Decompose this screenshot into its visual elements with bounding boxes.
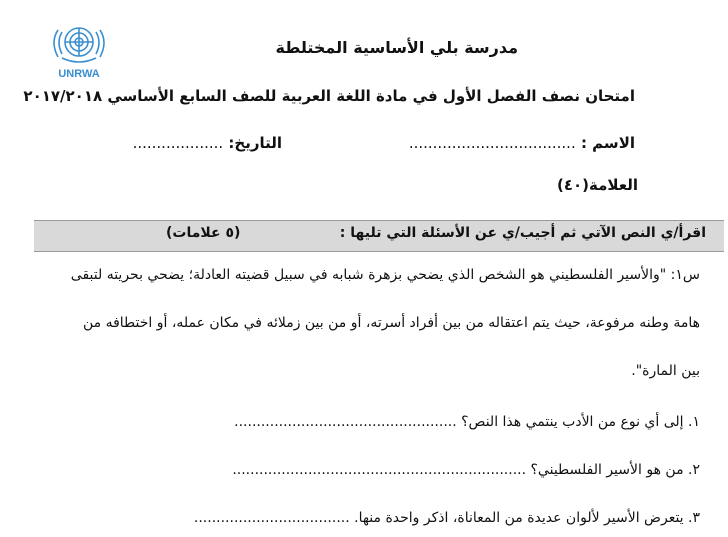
date-label: التاريخ: — [228, 134, 282, 152]
question-3: ٣. يتعرض الأسير لألوان عديدة من المعاناة، اذكر واحدة منها. ................................... — [193, 510, 700, 526]
question-1: ١. إلى أي نوع من الأدب ينتمي هذا النص؟ .................................................. — [234, 414, 700, 430]
passage-line-3: بين المارة". — [631, 363, 700, 379]
passage-line-1: س١: "والأسير الفلسطيني هو الشخص الذي يضحي بزهرة شبابه في سبيل قضيته العادلة؛ يضحي بحريته لتبقى — [70, 267, 700, 283]
name-dots: ................................... — [408, 134, 576, 152]
instruction-marks: (٥ علامات) — [166, 225, 241, 241]
passage-line-2: هامة وطنه مرفوعة، حيث يتم اعتقاله من بين أفراد أسرته، أو من بين زملائه في مكان عمله، أو اختطافه من — [82, 315, 700, 331]
school-name: مدرسة بلي الأساسية المختلطة — [275, 38, 518, 57]
date-dots: ................... — [132, 134, 224, 152]
logo-text: UNRWA — [58, 68, 100, 80]
exam-title: امتحان نصف الفصل الأول في مادة اللغة العربية للصف السابع الأساسي ٢٠١٧/٢٠١٨ — [23, 87, 635, 105]
instruction-text: اقرأ/ي النص الآتي ثم أجيب/ي عن الأسئلة التي تليها : — [339, 225, 706, 241]
name-field — [409, 134, 635, 152]
question-2: ٢. من هو الأسير الفلسطيني؟ .................................................................. — [232, 462, 700, 478]
name-label: الاسم : — [580, 134, 635, 152]
unrwa-logo — [44, 20, 114, 82]
grade-label: العلامة(٤٠) — [556, 176, 638, 194]
un-emblem-icon — [44, 20, 114, 82]
date-field — [133, 134, 282, 152]
